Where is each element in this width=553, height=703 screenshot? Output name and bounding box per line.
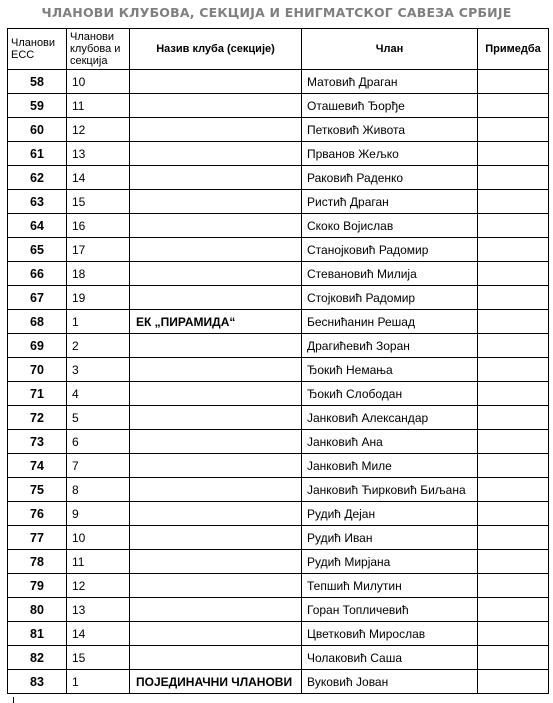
text-cursor <box>13 697 14 703</box>
club-name-cell <box>130 118 302 142</box>
club-member-number-cell: 19 <box>67 286 130 310</box>
ess-number-cell: 61 <box>8 142 67 166</box>
member-name-cell: Матовић Драган <box>302 70 478 94</box>
table-row <box>8 214 549 238</box>
table-row <box>8 502 549 526</box>
table-row <box>8 190 549 214</box>
header-ess-members: Чланови ЕСС <box>8 29 67 70</box>
club-member-number-cell: 8 <box>67 478 130 502</box>
club-name-cell: ЕК „ПИРАМИДА“ <box>130 310 302 334</box>
club-member-number-cell: 17 <box>67 238 130 262</box>
club-name-cell <box>130 262 302 286</box>
table-row <box>8 94 549 118</box>
ess-number-cell: 67 <box>8 286 67 310</box>
club-name-cell <box>130 406 302 430</box>
member-name-cell: Ђокић Немања <box>302 358 478 382</box>
table-row <box>8 334 549 358</box>
header-member: Члан <box>302 29 478 70</box>
club-member-number-cell: 14 <box>67 622 130 646</box>
note-cell <box>478 238 549 262</box>
club-member-number-cell: 6 <box>67 430 130 454</box>
table-row <box>8 166 549 190</box>
member-name-cell: Тепшић Милутин <box>302 574 478 598</box>
member-name-cell: Беснићанин Решад <box>302 310 478 334</box>
table-row <box>8 118 549 142</box>
club-member-number-cell: 2 <box>67 334 130 358</box>
club-name-cell <box>130 94 302 118</box>
note-cell <box>478 382 549 406</box>
ess-number-cell: 66 <box>8 262 67 286</box>
club-member-number-cell: 9 <box>67 502 130 526</box>
ess-number-cell: 83 <box>8 670 67 694</box>
ess-number-cell: 64 <box>8 214 67 238</box>
club-name-cell <box>130 166 302 190</box>
club-member-number-cell: 15 <box>67 646 130 670</box>
club-name-cell <box>130 238 302 262</box>
note-cell <box>478 670 549 694</box>
member-name-cell: Вуковић Јован <box>302 670 478 694</box>
club-member-number-cell: 10 <box>67 70 130 94</box>
note-cell <box>478 622 549 646</box>
member-name-cell: Јанковић Ана <box>302 430 478 454</box>
note-cell <box>478 118 549 142</box>
club-member-number-cell: 13 <box>67 142 130 166</box>
ess-number-cell: 78 <box>8 550 67 574</box>
club-name-cell <box>130 622 302 646</box>
club-member-number-cell: 12 <box>67 118 130 142</box>
member-name-cell: Јанковић Александар <box>302 406 478 430</box>
club-member-number-cell: 5 <box>67 406 130 430</box>
club-member-number-cell: 15 <box>67 190 130 214</box>
note-cell <box>478 262 549 286</box>
club-name-cell <box>130 478 302 502</box>
club-name-cell <box>130 550 302 574</box>
ess-number-cell: 73 <box>8 430 67 454</box>
ess-number-cell: 71 <box>8 382 67 406</box>
club-name-cell <box>130 190 302 214</box>
ess-number-cell: 75 <box>8 478 67 502</box>
note-cell <box>478 358 549 382</box>
member-name-cell: Рудић Дејан <box>302 502 478 526</box>
header-note: Примедба <box>478 29 549 70</box>
ess-number-cell: 59 <box>8 94 67 118</box>
ess-number-cell: 58 <box>8 70 67 94</box>
note-cell <box>478 598 549 622</box>
note-cell <box>478 646 549 670</box>
ess-number-cell: 82 <box>8 646 67 670</box>
club-member-number-cell: 10 <box>67 526 130 550</box>
table-body <box>8 70 549 694</box>
club-member-number-cell: 12 <box>67 574 130 598</box>
note-cell <box>478 574 549 598</box>
ess-number-cell: 77 <box>8 526 67 550</box>
club-name-cell <box>130 382 302 406</box>
club-name-cell <box>130 502 302 526</box>
club-name-cell <box>130 286 302 310</box>
table-row <box>8 550 549 574</box>
table-row <box>8 286 549 310</box>
table-row <box>8 238 549 262</box>
member-name-cell: Горан Топличевић <box>302 598 478 622</box>
member-name-cell: Скоко Војислав <box>302 214 478 238</box>
club-member-number-cell: 7 <box>67 454 130 478</box>
ess-number-cell: 74 <box>8 454 67 478</box>
note-cell <box>478 142 549 166</box>
club-member-number-cell: 16 <box>67 214 130 238</box>
note-cell <box>478 526 549 550</box>
club-member-number-cell: 4 <box>67 382 130 406</box>
club-member-number-cell: 13 <box>67 598 130 622</box>
club-member-number-cell: 11 <box>67 94 130 118</box>
member-name-cell: Раковић Раденко <box>302 166 478 190</box>
page-title: ЧЛАНОВИ КЛУБОВА, СЕКЦИЈА И ЕНИГМАТСКОГ САВЕЗА СРБИЈЕ <box>41 5 512 20</box>
club-name-cell <box>130 358 302 382</box>
note-cell <box>478 70 549 94</box>
header-club-name: Назив клуба (секције) <box>130 29 302 70</box>
member-name-cell: Прванов Жељко <box>302 142 478 166</box>
table-row <box>8 598 549 622</box>
club-member-number-cell: 14 <box>67 166 130 190</box>
member-name-cell: Станојковић Радомир <box>302 238 478 262</box>
ess-number-cell: 72 <box>8 406 67 430</box>
club-member-number-cell: 18 <box>67 262 130 286</box>
note-cell <box>478 310 549 334</box>
note-cell <box>478 286 549 310</box>
members-table <box>7 28 549 694</box>
table-row <box>8 670 549 694</box>
table-row <box>8 70 549 94</box>
member-name-cell: Оташевић Ђорђе <box>302 94 478 118</box>
header-club-members: Чланови клубова и секција <box>67 29 130 70</box>
table-row <box>8 646 549 670</box>
club-name-cell <box>130 598 302 622</box>
member-name-cell: Стојковић Радомир <box>302 286 478 310</box>
club-name-cell <box>130 214 302 238</box>
club-member-number-cell: 11 <box>67 550 130 574</box>
table-row <box>8 454 549 478</box>
ess-number-cell: 80 <box>8 598 67 622</box>
club-name-cell <box>130 334 302 358</box>
table-row <box>8 382 549 406</box>
note-cell <box>478 190 549 214</box>
member-name-cell: Рудић Мирјана <box>302 550 478 574</box>
note-cell <box>478 334 549 358</box>
club-name-cell <box>130 574 302 598</box>
member-name-cell: Стевановић Милија <box>302 262 478 286</box>
table-header-row <box>8 29 549 70</box>
table-row <box>8 622 549 646</box>
club-name-cell: ПОЈЕДИНАЧНИ ЧЛАНОВИ <box>130 670 302 694</box>
member-name-cell: Цветковић Мирослав <box>302 622 478 646</box>
note-cell <box>478 166 549 190</box>
ess-number-cell: 62 <box>8 166 67 190</box>
member-name-cell: Ђокић Слободан <box>302 382 478 406</box>
club-name-cell <box>130 454 302 478</box>
club-member-number-cell: 1 <box>67 310 130 334</box>
table-row <box>8 430 549 454</box>
member-name-cell: Рудић Иван <box>302 526 478 550</box>
member-name-cell: Чолаковић Саша <box>302 646 478 670</box>
note-cell <box>478 214 549 238</box>
note-cell <box>478 430 549 454</box>
table-row <box>8 406 549 430</box>
member-name-cell: Ристић Драган <box>302 190 478 214</box>
table-row <box>8 142 549 166</box>
note-cell <box>478 454 549 478</box>
ess-number-cell: 65 <box>8 238 67 262</box>
table-row <box>8 574 549 598</box>
member-name-cell: Јанковић Миле <box>302 454 478 478</box>
table-row <box>8 358 549 382</box>
note-cell <box>478 502 549 526</box>
ess-number-cell: 70 <box>8 358 67 382</box>
club-name-cell <box>130 142 302 166</box>
club-name-cell <box>130 646 302 670</box>
ess-number-cell: 60 <box>8 118 67 142</box>
note-cell <box>478 94 549 118</box>
club-member-number-cell: 1 <box>67 670 130 694</box>
note-cell <box>478 550 549 574</box>
note-cell <box>478 406 549 430</box>
ess-number-cell: 63 <box>8 190 67 214</box>
club-name-cell <box>130 70 302 94</box>
member-name-cell: Јанковић Ћирковић Биљана <box>302 478 478 502</box>
club-name-cell <box>130 526 302 550</box>
table-row <box>8 310 549 334</box>
ess-number-cell: 79 <box>8 574 67 598</box>
note-cell <box>478 478 549 502</box>
table-row <box>8 262 549 286</box>
table-row <box>8 478 549 502</box>
ess-number-cell: 81 <box>8 622 67 646</box>
club-member-number-cell: 3 <box>67 358 130 382</box>
member-name-cell: Петковић Живота <box>302 118 478 142</box>
ess-number-cell: 76 <box>8 502 67 526</box>
table-row <box>8 526 549 550</box>
ess-number-cell: 69 <box>8 334 67 358</box>
member-name-cell: Драгићевић Зоран <box>302 334 478 358</box>
club-name-cell <box>130 430 302 454</box>
ess-number-cell: 68 <box>8 310 67 334</box>
